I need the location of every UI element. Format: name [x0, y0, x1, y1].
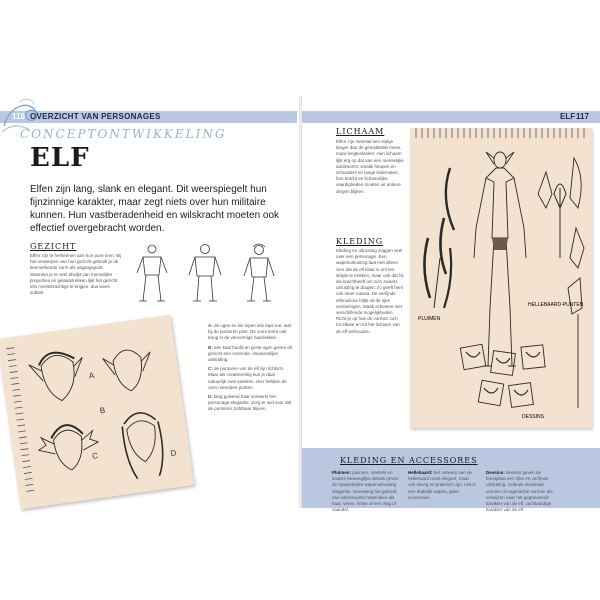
face-label-b: B — [99, 405, 106, 416]
designs-label: DESSINS — [522, 414, 544, 420]
lichaam-heading: LICHAAM — [336, 127, 385, 136]
note-c — [208, 366, 293, 391]
kleding-heading: KLEDING — [336, 237, 384, 246]
panel-item-key: Hellebaard: — [408, 470, 433, 475]
gezicht-heading: GEZICHT — [30, 242, 77, 251]
panel-item-text: pluimen, mantels en andere beweeglijke details geven de rijvaardelijke wapenuitrusting elegantie. Overweeg het gebruik van interessante materialen als haar, veren, linten of een vlag of vaandel. — [332, 470, 399, 513]
note-b — [208, 345, 293, 364]
note-text: de ogen en kin lopen iets taps toe, wat bij de puntoren past. De vorm komt ook terug in de vervormige haarlokken. — [208, 323, 291, 341]
note-text: de puntoren van de elf zijn lichtsch. Maar als creatieveling kun je daar natuurlijk mee variëren. Hier hebben de oren meerdere punten. — [208, 366, 287, 390]
kicker-heading: CONCEPTONTWIKKELING — [20, 127, 227, 141]
gezicht-text: Elfen zijn te herkennen aan hun punt-oren. Bij het ontwerpen van hun gezicht gebruik je de kenmerkende vorm als uitgangspunt. Wanneer je te veel afwijkt van menselijke proporties en gelaatstrekken lijkt het gezicht iets monsterachtigs te krijgen, dus wees subtiel. — [30, 253, 122, 296]
halberd-label: HELLEBAARD-PUNTEN — [528, 302, 584, 308]
face-label-c: C — [91, 451, 99, 461]
face-label-d: D — [169, 448, 177, 458]
book-gutter — [299, 96, 302, 508]
panel-item-dessins — [486, 470, 554, 513]
page-title: ELF — [30, 143, 90, 173]
note-text: een kaal hoofd en grote ogen geven dit gezicht een vreemde, onwezenlijke uitstraling. — [208, 344, 293, 363]
section-title-right: ELF — [560, 112, 576, 121]
elf-faces-sketch — [18, 323, 189, 500]
face-notes — [208, 323, 293, 416]
elf-body-sketch — [410, 138, 592, 426]
note-key: B: — [208, 344, 213, 350]
sketchbook-body — [410, 128, 592, 428]
sketchbook-faces — [0, 315, 194, 510]
panel-item-key: Pluimen: — [332, 470, 352, 475]
panel-item-text: het ontwerp van de hellebaard moet elegant, maar ook stevig en praktisch zijn. Het is een dodelijk wapen, geen accessoire. — [408, 470, 476, 500]
panel-item-hellebaard — [408, 470, 476, 501]
note-d — [208, 394, 293, 413]
note-key: D: — [208, 394, 213, 400]
intro-paragraph: Elfen zijn lang, slank en elegant. Dit weerspiegelt hun fijnzinnige karakter, maar zegt niets over hun militaire kunnen. Hun vastberadenheid en wilskracht moeten ook effectief overgebracht worden. — [30, 184, 280, 234]
spiral-binding-icon — [410, 128, 592, 138]
plumes-label: PLUIMEN — [418, 316, 441, 322]
section-title-left: OVERZICHT VAN PERSONAGES — [30, 112, 161, 121]
note-key: C: — [208, 366, 213, 372]
armored-figures-sketch — [127, 243, 295, 305]
accessories-heading: KLEDING EN ACCESSORES — [340, 456, 478, 465]
note-a — [208, 323, 293, 342]
panel-item-key: Dessins: — [486, 470, 505, 475]
panel-item-text: dessins geven de borstplaat een rijke en verfijnde uitstraling. Gebruik vloeiende vormen of organische vormen die verwijzen naar het gegraveerde karakter van de elf, zachtaardige karakter van de elf. — [486, 470, 553, 513]
panel-item-pluimen — [332, 470, 400, 513]
face-label-a: A — [88, 370, 95, 381]
lichaam-text: Elfen zijn meestal een stukje langer dan de gemiddelde mens, maar lengteslanker. Hun lichaam lijkt erg op dat van een menselijke adolescent: smalle heupen en schouders en lange ledematen; hun kracht en lichamelijke vaardigheden moeten uit andere dingen blijken. — [336, 139, 404, 194]
kleding-text: Kleding en uitrusting zeggen veel over een personage. Een wapenuitrusting laat met alleen zien dat de elf klaar is om ten strijde te trekken, maar ook dat hij als krachtheeft om zich zwaars uitrusting te dragen; zo geeft hem ook meer massa. De verfijnde elfenuiitour blijkt uit de rijke versieringen. Maak schetsen met verschillende mogelijkheden. Richt je op hoe de vormen zich tot elkaar en tot het lichaam van de elf verhouden. — [336, 248, 404, 334]
note-text: lang golvend haar versterkt het personage elegantie. Zorg er wel voor dat de puntoren zichtbaar blijven. — [208, 394, 292, 412]
page-number-right: 117 — [576, 112, 589, 121]
header-band-right — [302, 111, 600, 123]
page-number-left: 116 — [12, 112, 25, 121]
note-key: A: — [208, 323, 213, 328]
